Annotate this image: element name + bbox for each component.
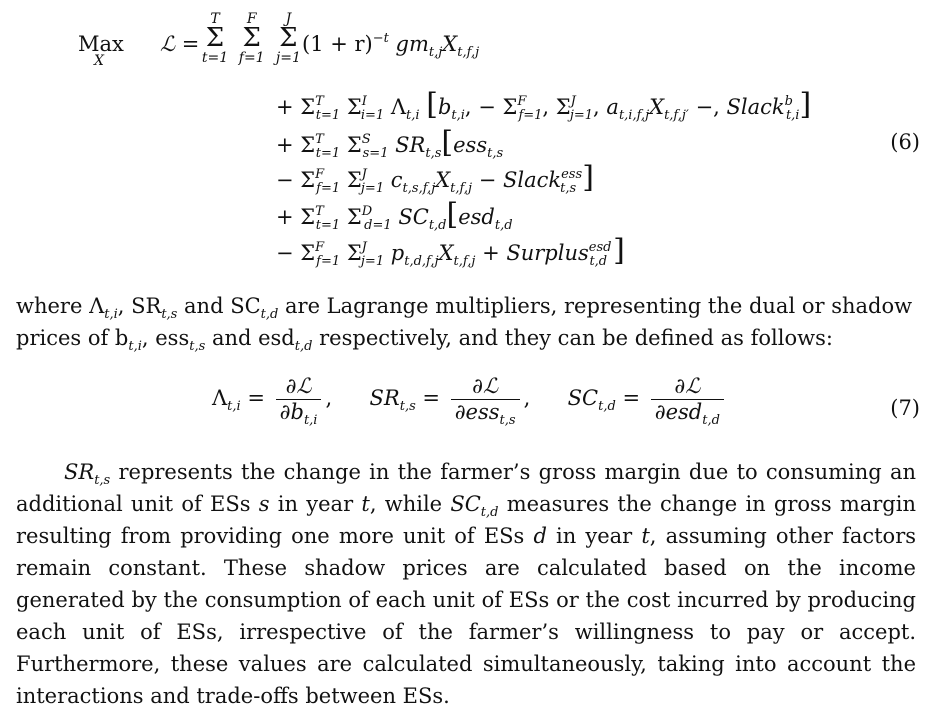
sum-j: J Σ j=1 (275, 11, 301, 66)
triple-sum (200, 12, 303, 66)
sum-f: F Σ f=1 (238, 11, 265, 66)
fraction-sc: $\frac{\text{∂ℒ}}{\partial esd_{t,d}}$ (651, 376, 724, 423)
fraction-lambda: $\frac{\text{∂ℒ}}{\partial b_{t,i}}$ (276, 376, 322, 423)
constraint-line-esd-2: − $\Sigma^F_{f=1}$ $\Sigma^J_{j=1}$ $p_{t,d,f,j}X_{t,f,j}$ + Surplus$^{esd}_{t,d}$ ] (276, 233, 625, 269)
equation-6-number: (6) (890, 130, 920, 154)
sum-t: T Σ t=1 (201, 11, 229, 66)
equation-7-body: $\Lambda_{t,i}$ = $\frac{\text{∂ℒ}}{\partial b_{t,i}}$ , $SR_{t,s}$ = $\frac{\text{∂ℒ}}{\partial ess_{t,s}}$ , $SC_{t,d}$ = $\frac{\text{∂ℒ}}{\partial esd_{t,d}}$ (212, 376, 728, 423)
paragraph-interpretation: $SR_{t,s}$ represents the change in the farmer’s gross margin due to consuming an additional unit of ESs s in year t, while $SC_{t,d}$ measures the change in gross margin resulting from providing one more unit of ESs d in year t, assuming other factors remain constant. These shadow prices are calculated based on the income generated by the consumption of each unit of ESs or the cost incurred by producing each unit of ESs, irrespective of the farmer’s willingness to pay or accept. Furthermore, these values are calculated simultaneously, taking into account the interactions and trade-offs between ESs. (16, 460, 917, 708)
fraction-sr: $\frac{\text{∂ℒ}}{\partial ess_{t,s}}$ (451, 376, 520, 423)
constraint-line-ess-2: − $\Sigma^F_{f=1}$ $\Sigma^J_{j=1}$ $c_{t,s,f,j}X_{t,f,j}$ − Slack$^{ess}_{t,s}$ ] (276, 160, 594, 196)
constraint-line-ess: + $\Sigma^T_{t=1}$ $\Sigma^S_{s=1}$ $SR_{t,s}[ess_{t,s}$ (276, 125, 504, 161)
constraint-line-esd: + $\Sigma^T_{t=1}$ $\Sigma^D_{d=1}$ $SC_{t,d}[esd_{t,d}$ (276, 197, 513, 233)
objective-term: $(1 + r)^{-t}$ $gm_{t,j}X_{t,f,j}$ (302, 31, 480, 60)
equation-7-number: (7) (890, 396, 920, 420)
paragraph-definitions: where $\Lambda_{t,i}$, $SR_{t,s}$ and $SC_{t,d}$ are Lagrange multipliers, representing the dual or shadow prices of $b_{t,i}$, ess$_{t,s}$ and esd$_{t,d}$ respectively, and they can be defined as follows: (16, 294, 913, 354)
constraint-line-b: + $\Sigma^T_{t=1}$ $\Sigma^I_{i=1}$ $\Lambda_{t,i}$ [$b_{t,i}$, − $\Sigma^F_{f=1}$, $\Sigma^J_{j=1}$, $a_{t,i,f,j}X_{t,f,j'}$ −, Slack$^b_{t,i}$] (276, 87, 812, 123)
max-label: Max (78, 32, 124, 56)
max-variable: X (94, 53, 104, 69)
max-operator (78, 34, 124, 55)
lagrangian-lhs: ℒ = (160, 32, 200, 56)
